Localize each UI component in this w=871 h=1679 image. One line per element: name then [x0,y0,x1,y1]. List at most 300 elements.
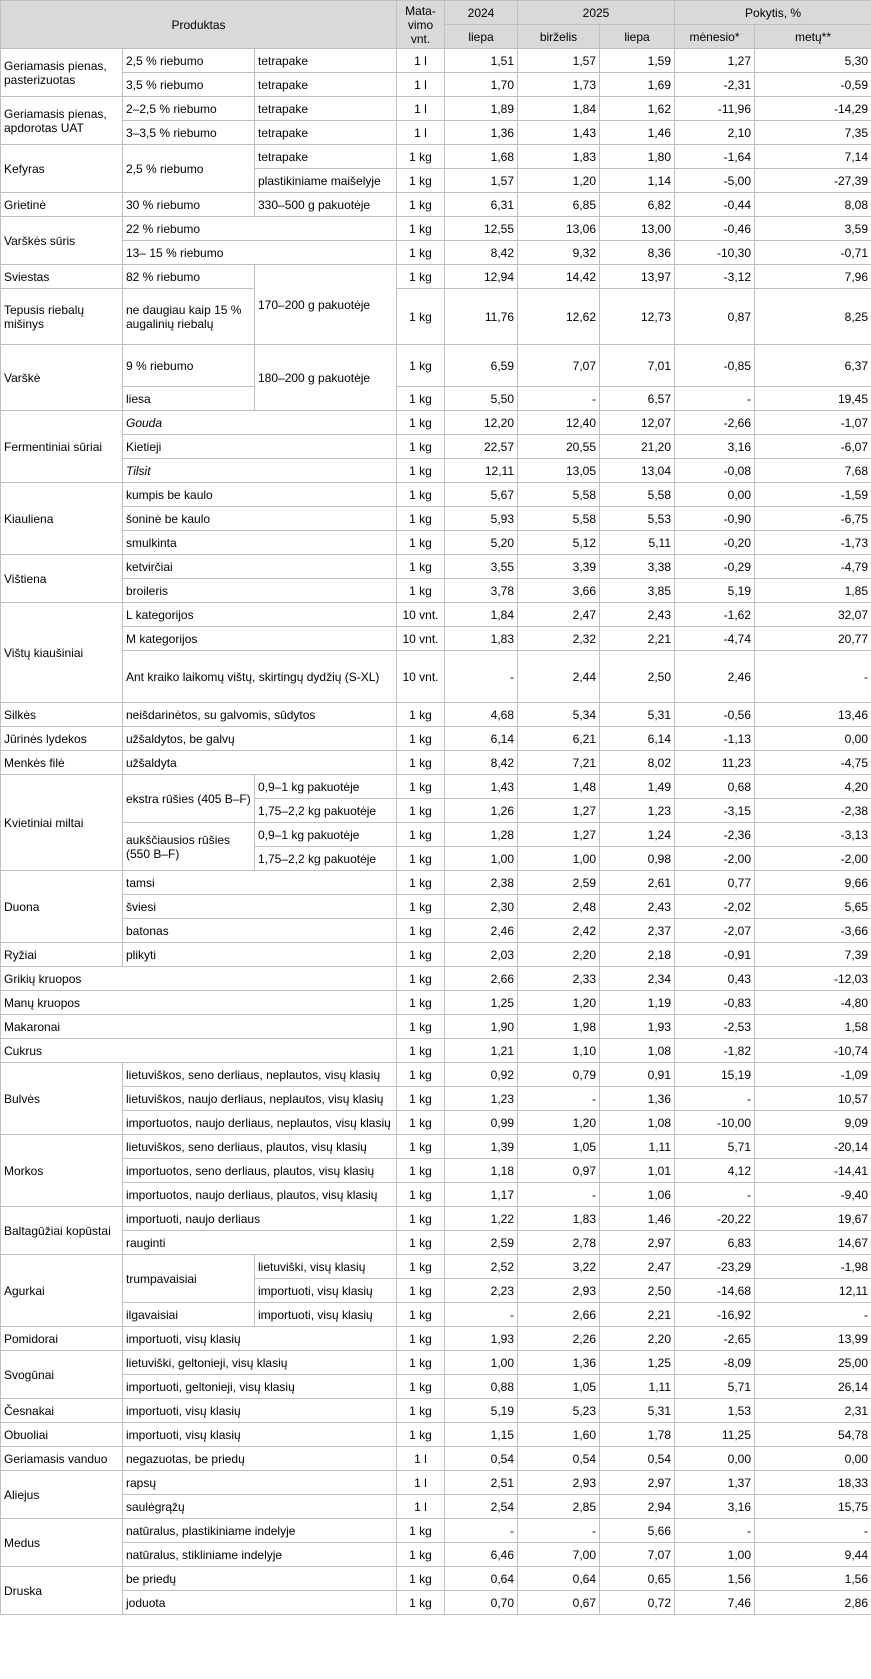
price-2024-july: 1,90 [445,1015,518,1039]
table-row [1,1087,871,1111]
unit-cell: 1 kg [397,871,445,895]
change-month: 11,23 [675,751,755,775]
price-2025-july: 5,31 [600,703,675,727]
product-name: Grietinė [1,193,123,217]
change-month: -0,85 [675,345,755,387]
table-row [1,1447,871,1471]
change-month: 1,53 [675,1399,755,1423]
price-2025-july: 2,21 [600,627,675,651]
product-variant: joduota [123,1591,397,1615]
change-year: 18,33 [755,1471,871,1495]
change-month: -0,44 [675,193,755,217]
price-2025-july: 6,14 [600,727,675,751]
product-packaging: 0,9–1 kg pakuotėje [255,823,397,847]
unit-cell: 1 kg [397,1159,445,1183]
price-2025-july: 13,04 [600,459,675,483]
product-variant: šviesi [123,895,397,919]
change-year: -0,59 [755,73,871,97]
price-2024-july: 2,54 [445,1495,518,1519]
product-name: Druska [1,1567,123,1615]
product-variant: importuotos, naujo derliaus, plautos, visų klasių [123,1183,397,1207]
product-variant: 2,5 % riebumo [123,145,255,193]
product-name: Bulvės [1,1063,123,1135]
unit-cell: 1 l [397,73,445,97]
product-variant: natūralus, plastikiniame indelyje [123,1519,397,1543]
unit-cell: 10 vnt. [397,603,445,627]
table-row [1,1015,871,1039]
change-month: -0,56 [675,703,755,727]
product-name: Morkos [1,1135,123,1207]
price-2025-june: 0,54 [518,1447,600,1471]
change-month: 1,27 [675,49,755,73]
table-row [1,1159,871,1183]
product-variant: lietuviškos, naujo derliaus, neplautos, visų klasių [123,1087,397,1111]
change-month: 0,68 [675,775,755,799]
header-change-year: metų** [755,25,871,49]
product-name: Obuoliai [1,1423,123,1447]
table-row [1,435,871,459]
table-row [1,531,871,555]
change-month: -0,08 [675,459,755,483]
product-variant: trumpavaisiai [123,1255,255,1303]
unit-cell: 1 kg [397,169,445,193]
product-packaging: tetrapake [255,145,397,169]
price-2025-june: 1,00 [518,847,600,871]
table-row [1,895,871,919]
change-month: 0,87 [675,289,755,345]
product-variant: 3,5 % riebumo [123,73,255,97]
price-2025-june: 1,84 [518,97,600,121]
table-row [1,241,871,265]
price-2024-july: 1,70 [445,73,518,97]
price-2025-july: 13,00 [600,217,675,241]
change-month: 5,71 [675,1135,755,1159]
change-month: -0,29 [675,555,755,579]
price-2025-july: 2,20 [600,1327,675,1351]
product-packaging: importuoti, visų klasių [255,1279,397,1303]
price-2025-june: 1,20 [518,169,600,193]
product-variant: importuotos, naujo derliaus, neplautos, visų klasių [123,1111,397,1135]
table-row [1,483,871,507]
change-month: - [675,1183,755,1207]
table-row [1,1207,871,1231]
price-2025-june: 7,21 [518,751,600,775]
price-2024-july: 1,51 [445,49,518,73]
table-row [1,991,871,1015]
table-row [1,459,871,483]
product-variant: lietuviškos, seno derliaus, neplautos, visų klasių [123,1063,397,1087]
table-row [1,1399,871,1423]
price-2024-july: 1,43 [445,775,518,799]
price-2025-june: 13,05 [518,459,600,483]
price-2025-july: 2,94 [600,1495,675,1519]
product-packaging: lietuviški, visų klasių [255,1255,397,1279]
change-month: -5,00 [675,169,755,193]
price-2025-june: 1,43 [518,121,600,145]
price-2025-july: 5,31 [600,1399,675,1423]
price-2025-july: 1,69 [600,73,675,97]
table-row [1,121,871,145]
price-2025-june: 3,22 [518,1255,600,1279]
price-2025-june: - [518,1087,600,1111]
price-2024-july: 1,18 [445,1159,518,1183]
change-year: 4,20 [755,775,871,799]
price-2024-july: 6,31 [445,193,518,217]
change-year: 1,58 [755,1015,871,1039]
product-variant: šoninė be kaulo [123,507,397,531]
change-month: -8,09 [675,1351,755,1375]
price-2025-july: 1,46 [600,121,675,145]
change-month: -2,07 [675,919,755,943]
product-name: Ryžiai [1,943,123,967]
change-month: -1,64 [675,145,755,169]
price-2025-july: 1,14 [600,169,675,193]
unit-cell: 1 kg [397,1015,445,1039]
price-2025-june: 20,55 [518,435,600,459]
change-month: 6,83 [675,1231,755,1255]
product-variant: natūralus, stikliniame indelyje [123,1543,397,1567]
table-row [1,627,871,651]
product-variant: 30 % riebumo [123,193,255,217]
change-month: 0,43 [675,967,755,991]
price-2025-june: 2,26 [518,1327,600,1351]
price-2025-june: 2,59 [518,871,600,895]
change-month: 5,71 [675,1375,755,1399]
price-2025-july: 1,08 [600,1039,675,1063]
product-name: Agurkai [1,1255,123,1327]
price-2024-july: 1,36 [445,121,518,145]
product-variant: importuoti, visų klasių [123,1423,397,1447]
change-year: -14,29 [755,97,871,121]
unit-cell: 1 kg [397,241,445,265]
header-month-july-2024: liepa [445,25,518,49]
price-2024-july: 0,92 [445,1063,518,1087]
table-row [1,289,871,345]
product-variant: 9 % riebumo [123,345,255,387]
header-unit-line1: Mata- [405,3,436,18]
price-2025-july: 8,36 [600,241,675,265]
table-row [1,1567,871,1591]
price-2024-july: 5,50 [445,387,518,411]
price-2025-june: 0,79 [518,1063,600,1087]
change-year: -6,75 [755,507,871,531]
table-row [1,1543,871,1567]
table-row [1,1519,871,1543]
unit-cell: 1 kg [397,1063,445,1087]
header-product: Produktas [1,1,397,49]
change-month: 2,10 [675,121,755,145]
price-2024-july: 3,78 [445,579,518,603]
change-month: -0,90 [675,507,755,531]
price-2024-july: 1,39 [445,1135,518,1159]
product-name: Duona [1,871,123,943]
product-variant: importuoti, naujo derliaus [123,1207,397,1231]
change-month: - [675,1087,755,1111]
price-2024-july: 12,11 [445,459,518,483]
price-2025-july: 0,98 [600,847,675,871]
change-year: -4,75 [755,751,871,775]
price-2025-july: 1,08 [600,1111,675,1135]
product-name: Vištiena [1,555,123,603]
change-month: -1,62 [675,603,755,627]
unit-cell: 1 kg [397,387,445,411]
unit-cell: 1 kg [397,799,445,823]
unit-cell: 1 kg [397,1399,445,1423]
price-2025-july: 1,19 [600,991,675,1015]
change-month: 0,00 [675,483,755,507]
change-month: -4,74 [675,627,755,651]
change-year: 7,35 [755,121,871,145]
table-body [1,49,871,1615]
table-row [1,1183,871,1207]
unit-cell: 1 kg [397,1279,445,1303]
price-2025-july: 5,53 [600,507,675,531]
unit-cell: 1 kg [397,345,445,387]
change-year: 3,59 [755,217,871,241]
price-2025-july: 5,11 [600,531,675,555]
product-name: Cukrus [1,1039,397,1063]
header-unit-line3: vnt. [410,31,431,46]
change-month: 3,16 [675,435,755,459]
price-2025-june: 2,47 [518,603,600,627]
price-2024-july: 12,94 [445,265,518,289]
product-variant: Ant kraiko laikomų vištų, skirtingų dydžių (S-XL) [123,651,397,703]
unit-cell: 1 l [397,1447,445,1471]
change-year: 9,09 [755,1111,871,1135]
change-year: - [755,651,871,703]
price-2025-july: 0,54 [600,1447,675,1471]
price-2024-july: 1,89 [445,97,518,121]
price-2024-july: 6,46 [445,1543,518,1567]
table-row [1,1351,871,1375]
price-2025-july: 0,91 [600,1063,675,1087]
product-variant: ekstra rūšies (405 B–F) [123,775,255,823]
product-variant: užšaldytos, be galvų [123,727,397,751]
price-2024-july: 1,21 [445,1039,518,1063]
change-month: -2,66 [675,411,755,435]
price-2024-july: 1,22 [445,1207,518,1231]
price-2025-june: 5,34 [518,703,600,727]
product-variant: rapsų [123,1471,397,1495]
price-2025-june: 5,12 [518,531,600,555]
change-year: -27,39 [755,169,871,193]
change-month: -20,22 [675,1207,755,1231]
price-2025-july: 1,01 [600,1159,675,1183]
product-name: Geriamasis pienas, pasterizuotas [1,49,123,97]
unit-cell: 1 kg [397,751,445,775]
price-2025-june: 5,58 [518,483,600,507]
price-2024-july: 1,25 [445,991,518,1015]
price-2025-june: 7,00 [518,1543,600,1567]
price-2024-july: 5,19 [445,1399,518,1423]
change-month: 0,77 [675,871,755,895]
table-row [1,411,871,435]
product-name: Aliejus [1,1471,123,1519]
change-month: -2,02 [675,895,755,919]
price-2024-july: 8,42 [445,751,518,775]
price-2025-june: 1,48 [518,775,600,799]
change-year: 19,45 [755,387,871,411]
table-row [1,1495,871,1519]
product-packaging: importuoti, visų klasių [255,1303,397,1327]
change-month: -10,30 [675,241,755,265]
change-month: -23,29 [675,1255,755,1279]
change-year: -6,07 [755,435,871,459]
price-2024-july: 1,26 [445,799,518,823]
price-2024-july: 6,59 [445,345,518,387]
header-change: Pokytis, % [675,1,871,25]
price-2024-july: 2,52 [445,1255,518,1279]
change-year: -1,73 [755,531,871,555]
change-month: -3,12 [675,265,755,289]
change-year: -1,09 [755,1063,871,1087]
table-row [1,1039,871,1063]
price-2025-july: 6,57 [600,387,675,411]
change-year: 15,75 [755,1495,871,1519]
unit-cell: 1 kg [397,1375,445,1399]
change-year: 1,56 [755,1567,871,1591]
price-2024-july: 1,15 [445,1423,518,1447]
unit-cell: 1 kg [397,847,445,871]
product-packaging: 1,75–2,2 kg pakuotėje [255,799,397,823]
price-2025-june: 1,27 [518,823,600,847]
change-month: -16,92 [675,1303,755,1327]
product-variant: Kietieji [123,435,397,459]
price-2024-july: 1,84 [445,603,518,627]
table-row [1,217,871,241]
change-month: 1,37 [675,1471,755,1495]
price-2025-june: 0,67 [518,1591,600,1615]
price-2024-july: 2,46 [445,919,518,943]
unit-cell: 1 kg [397,555,445,579]
price-2025-june: 0,64 [518,1567,600,1591]
price-2025-july: 2,50 [600,1279,675,1303]
product-name: Geriamasis vanduo [1,1447,123,1471]
product-variant: 3–3,5 % riebumo [123,121,255,145]
table-row [1,1135,871,1159]
change-month: -2,31 [675,73,755,97]
price-2025-july: 1,93 [600,1015,675,1039]
price-2025-july: 1,36 [600,1087,675,1111]
change-year: - [755,1519,871,1543]
unit-cell: 1 kg [397,1039,445,1063]
price-2024-july: 1,57 [445,169,518,193]
price-2025-june: 2,20 [518,943,600,967]
price-2025-july: 21,20 [600,435,675,459]
table-row [1,943,871,967]
price-2025-july: 1,62 [600,97,675,121]
product-variant: 22 % riebumo [123,217,397,241]
product-packaging: tetrapake [255,121,397,145]
table-header [1,1,871,49]
product-name: Tepusis riebalų mišinys [1,289,123,345]
change-year: -1,59 [755,483,871,507]
product-name: Baltagūžiai kopūstai [1,1207,123,1255]
price-2025-june: 1,05 [518,1375,600,1399]
unit-cell: 1 kg [397,1423,445,1447]
product-packaging: tetrapake [255,73,397,97]
table-row [1,727,871,751]
unit-cell: 1 kg [397,1207,445,1231]
table-row [1,1591,871,1615]
change-year: 19,67 [755,1207,871,1231]
change-year: -0,71 [755,241,871,265]
price-2025-june: 1,83 [518,145,600,169]
unit-cell: 1 kg [397,703,445,727]
price-2024-july: 8,42 [445,241,518,265]
product-variant: importuoti, visų klasių [123,1327,397,1351]
unit-cell: 1 kg [397,1327,445,1351]
price-2025-july: 5,58 [600,483,675,507]
change-month: -2,65 [675,1327,755,1351]
product-variant: 82 % riebumo [123,265,255,289]
product-name: Fermentiniai sūriai [1,411,123,483]
price-2025-june: 2,78 [518,1231,600,1255]
product-packaging: tetrapake [255,97,397,121]
unit-cell: 1 kg [397,579,445,603]
product-packaging: 0,9–1 kg pakuotėje [255,775,397,799]
header-change-month: mėnesio* [675,25,755,49]
product-variant: ilgavaisiai [123,1303,255,1327]
price-2025-july: 1,11 [600,1375,675,1399]
price-2025-july: 8,02 [600,751,675,775]
price-2025-june: 1,73 [518,73,600,97]
change-year: 26,14 [755,1375,871,1399]
table-row [1,73,871,97]
price-2025-june: 1,36 [518,1351,600,1375]
product-variant: importuoti, visų klasių [123,1399,397,1423]
table-row [1,919,871,943]
price-2025-july: 1,25 [600,1351,675,1375]
product-name: Medus [1,1519,123,1567]
unit-cell: 10 vnt. [397,651,445,703]
change-month: -0,20 [675,531,755,555]
table-row [1,1423,871,1447]
change-month: 11,25 [675,1423,755,1447]
product-variant: 2,5 % riebumo [123,49,255,73]
price-2025-july: 2,18 [600,943,675,967]
price-2024-july: 5,93 [445,507,518,531]
unit-cell: 1 kg [397,265,445,289]
product-name: Menkės filė [1,751,123,775]
header-year-2024: 2024 [445,1,518,25]
table-row [1,49,871,73]
price-2024-july: 2,51 [445,1471,518,1495]
change-year: 5,65 [755,895,871,919]
change-year: 13,99 [755,1327,871,1351]
product-name: Varškė [1,345,123,411]
price-2024-july: 12,20 [445,411,518,435]
unit-cell: 1 kg [397,411,445,435]
change-month: 0,00 [675,1447,755,1471]
product-variant: batonas [123,919,397,943]
unit-cell: 1 kg [397,1567,445,1591]
price-2024-july: 1,28 [445,823,518,847]
change-year: -2,38 [755,799,871,823]
product-variant: importuotos, seno derliaus, plautos, visų klasių [123,1159,397,1183]
change-month: -1,82 [675,1039,755,1063]
price-2025-june: 13,06 [518,217,600,241]
price-2025-july: 1,24 [600,823,675,847]
change-year: 8,08 [755,193,871,217]
product-variant: Gouda [123,411,397,435]
product-variant: rauginti [123,1231,397,1255]
price-2025-june: 0,97 [518,1159,600,1183]
product-variant: lietuviški, geltonieji, visų klasių [123,1351,397,1375]
table-row [1,1255,871,1279]
price-2025-july: 6,82 [600,193,675,217]
table-row [1,265,871,289]
